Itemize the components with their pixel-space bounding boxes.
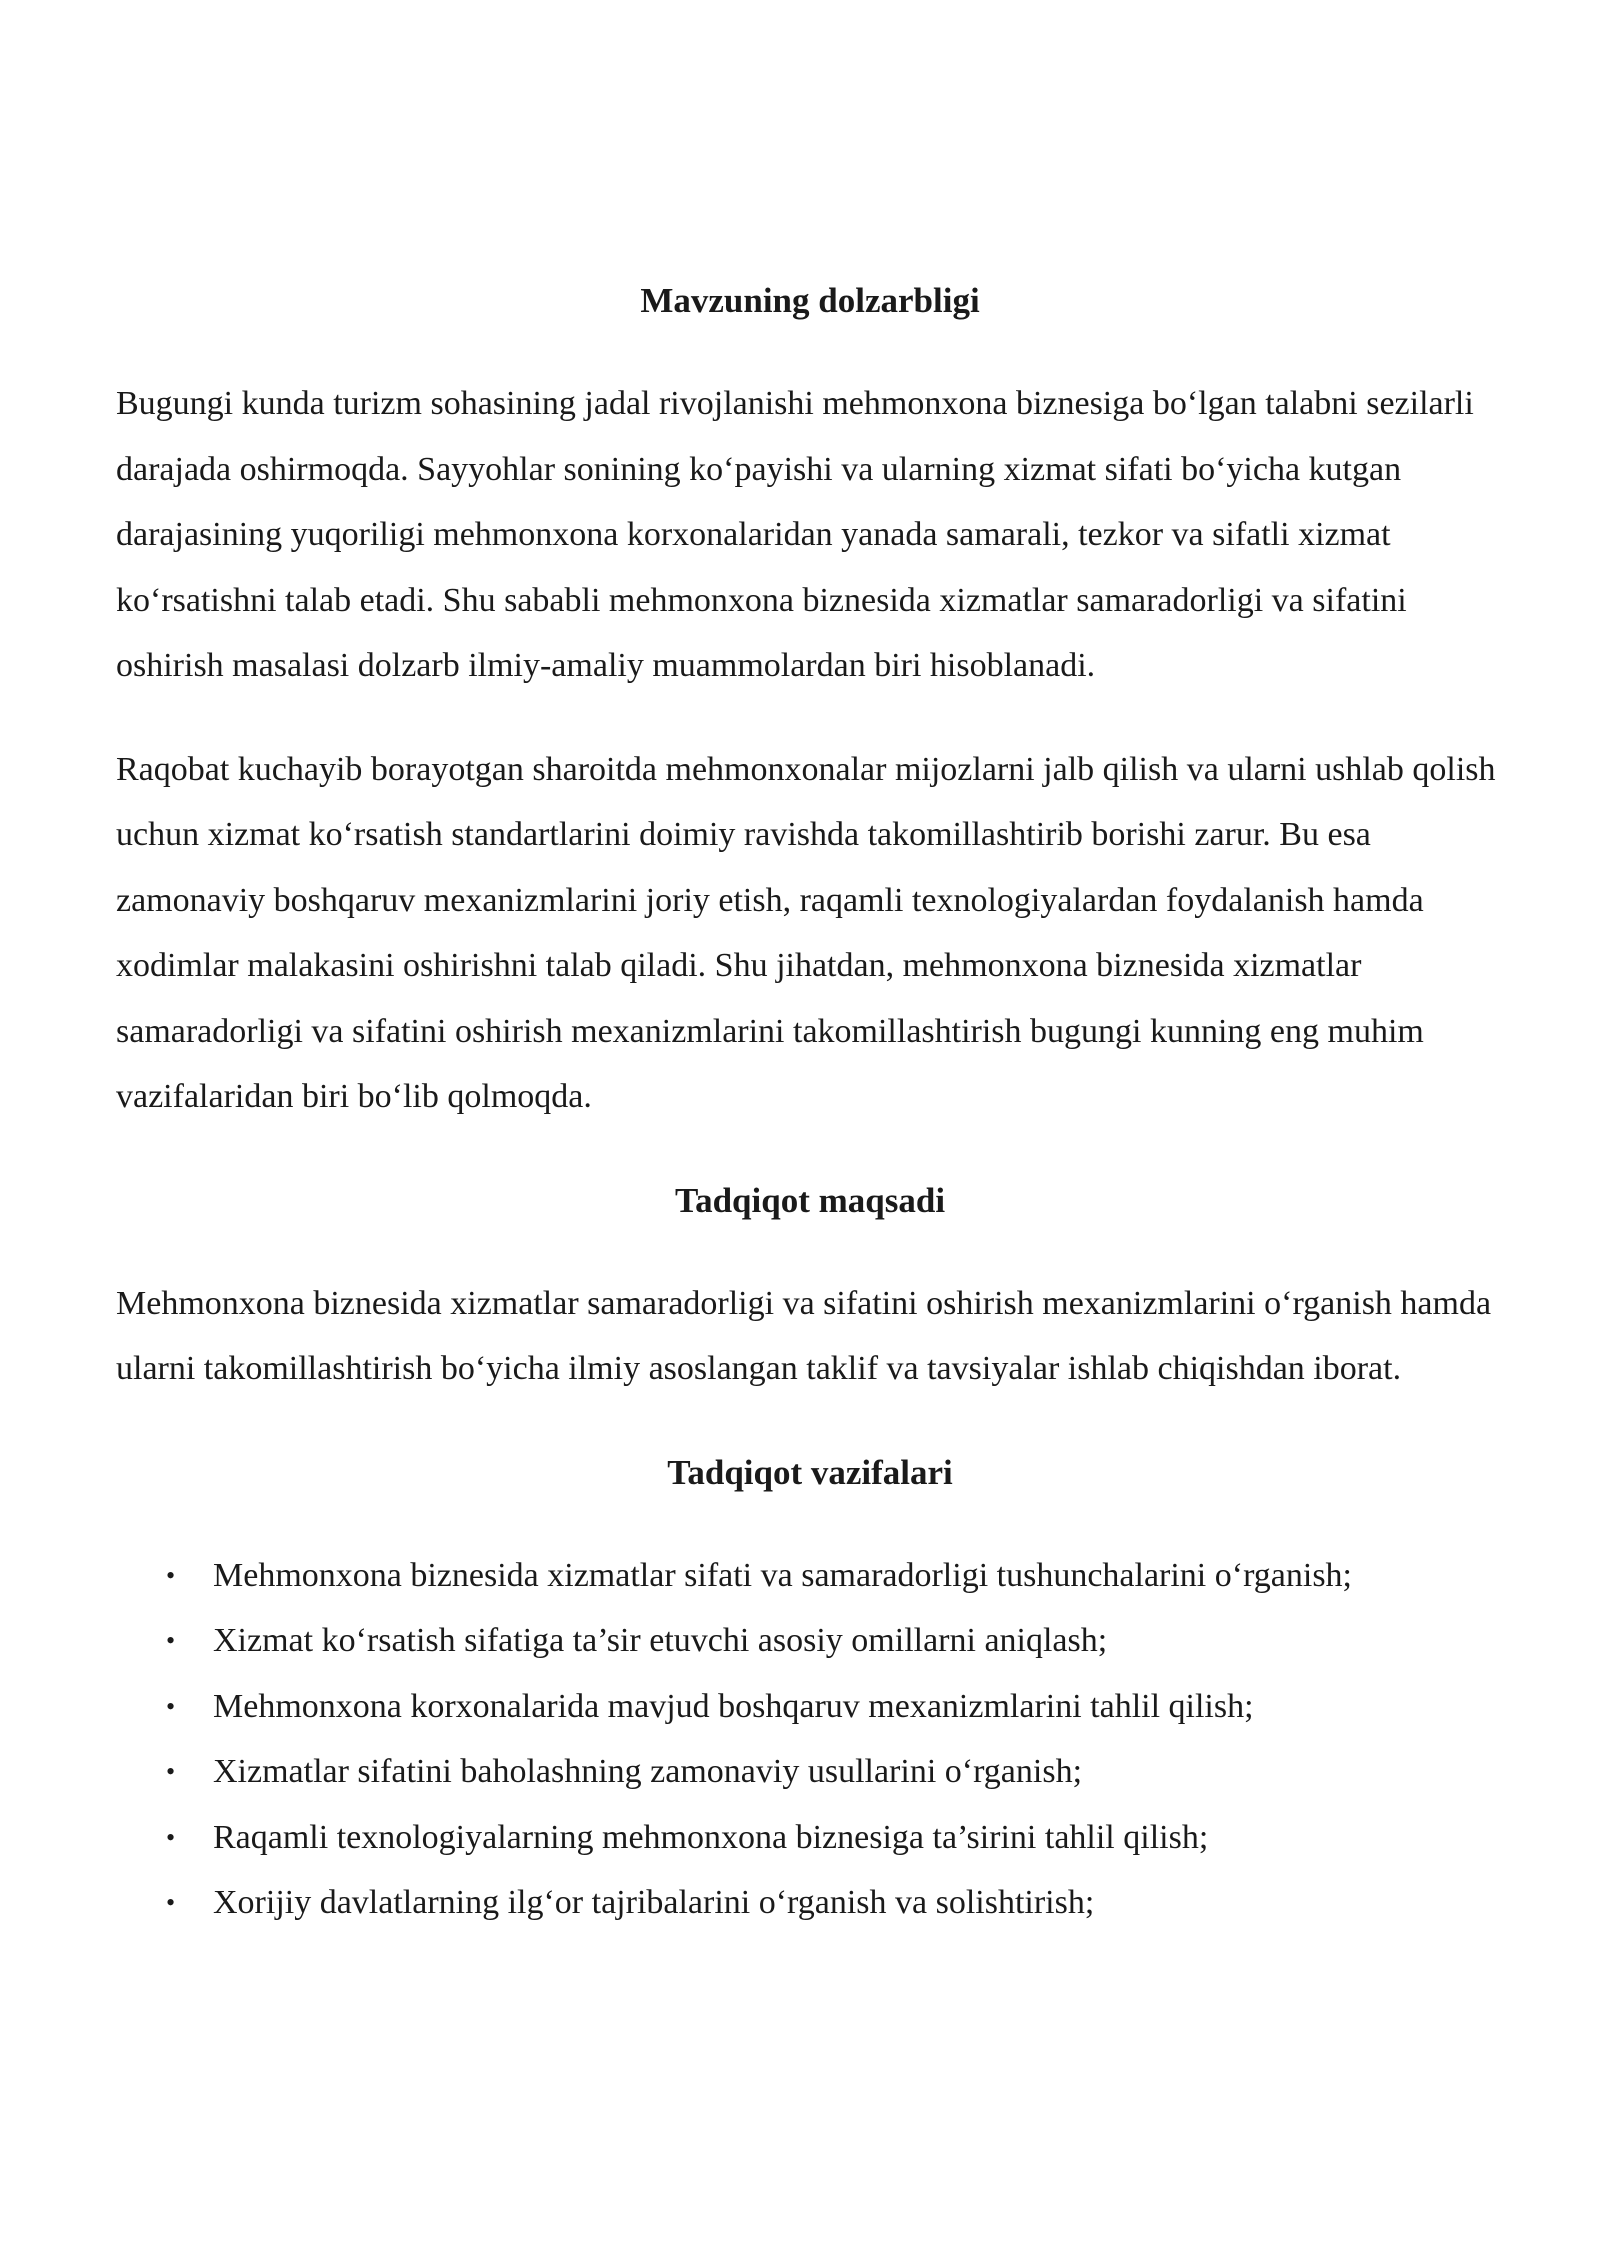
list-item [116,1674,1504,1740]
tasks-list [116,1543,1504,1936]
bullet-icon: • [166,1560,176,1590]
list-item [116,1739,1504,1805]
relevance-paragraph-1: Bugungi kunda turizm sohasining jadal rivojlanishi mehmonxona biznesiga bo‘lgan talabni sezilarli darajada oshirmoqda. Sayyohlar sonining ko‘payishi va ularning xizmat sifati bo‘yicha kutgan darajasining yuqoriligi mehmonxona korxonalaridan yanada samarali, tezkor va sifatli xizmat ko‘rsatishni talab etadi. Shu sababli mehmonxona biznesida xizmatlar samaradorligi va sifatini oshirish masalasi dolzarb ilmiy-amaliy muammolardan biri hisoblanadi. [116,385,1474,684]
list-item-text: Mehmonxona biznesida xizmatlar sifati va samaradorligi tushunchalarini o‘rganish; [213,1556,1352,1594]
goal-paragraph: Mehmonxona biznesida xizmatlar samaradorligi va sifatini oshirish mexanizmlarini o‘rganish hamda ularni takomillashtirish bo‘yicha ilmiy asoslangan taklif va tavsiyalar ishlab chiqishdan iborat. [116,1284,1492,1387]
list-item [116,1543,1504,1609]
relevance-paragraph-2: Raqobat kuchayib borayotgan sharoitda mehmonxonalar mijozlarni jalb qilish va ularni ushlab qolish uchun xizmat ko‘rsatish standartlarini doimiy ravishda takomillashtirib borishi zarur. Bu esa zamonaviy boshqaruv mexanizmlarini joriy etish, raqamli texnologiyalardan foydalanish hamda xodimlar malakasini oshirishni talab qiladi. Shu jihatdan, mehmonxona biznesida xizmatlar samaradorligi va sifatini oshirish mexanizmlarini takomillashtirish bugungi kunning eng muhim vazifalaridan biri bo‘lib qolmoqda. [116,750,1496,1115]
document-page [116,268,1504,1936]
list-item-text: Xorijiy davlatlarning ilg‘or tajribalarini o‘rganish va solishtirish; [213,1884,1095,1921]
list-item-text: Mehmonxona korxonalarida mavjud boshqaruv mexanizmlarini tahlil qilish; [213,1687,1254,1725]
goal-heading: Tadqiqot maqsadi [674,1180,946,1220]
tasks-heading: Tadqiqot vazifalari [667,1452,953,1492]
relevance-heading: Mavzuning dolzarbligi [640,281,980,320]
bullet-icon: • [166,1691,176,1721]
list-item [116,1805,1504,1871]
bullet-icon: • [166,1757,176,1786]
list-item-text: Raqamli texnologiyalarning mehmonxona biznesiga ta’sirini tahlil qilish; [213,1818,1209,1856]
list-item-text: Xizmatlar sifatini baholashning zamonaviy usullarini o‘rganish; [213,1753,1083,1790]
list-item-text: Xizmat ko‘rsatish sifatiga ta’sir etuvchi asosiy omillarni aniqlash; [213,1622,1108,1659]
list-item [116,1608,1504,1674]
list-item [116,1870,1504,1936]
bullet-icon: • [166,1888,176,1917]
bullet-icon: • [166,1626,176,1655]
bullet-icon: • [166,1822,176,1852]
